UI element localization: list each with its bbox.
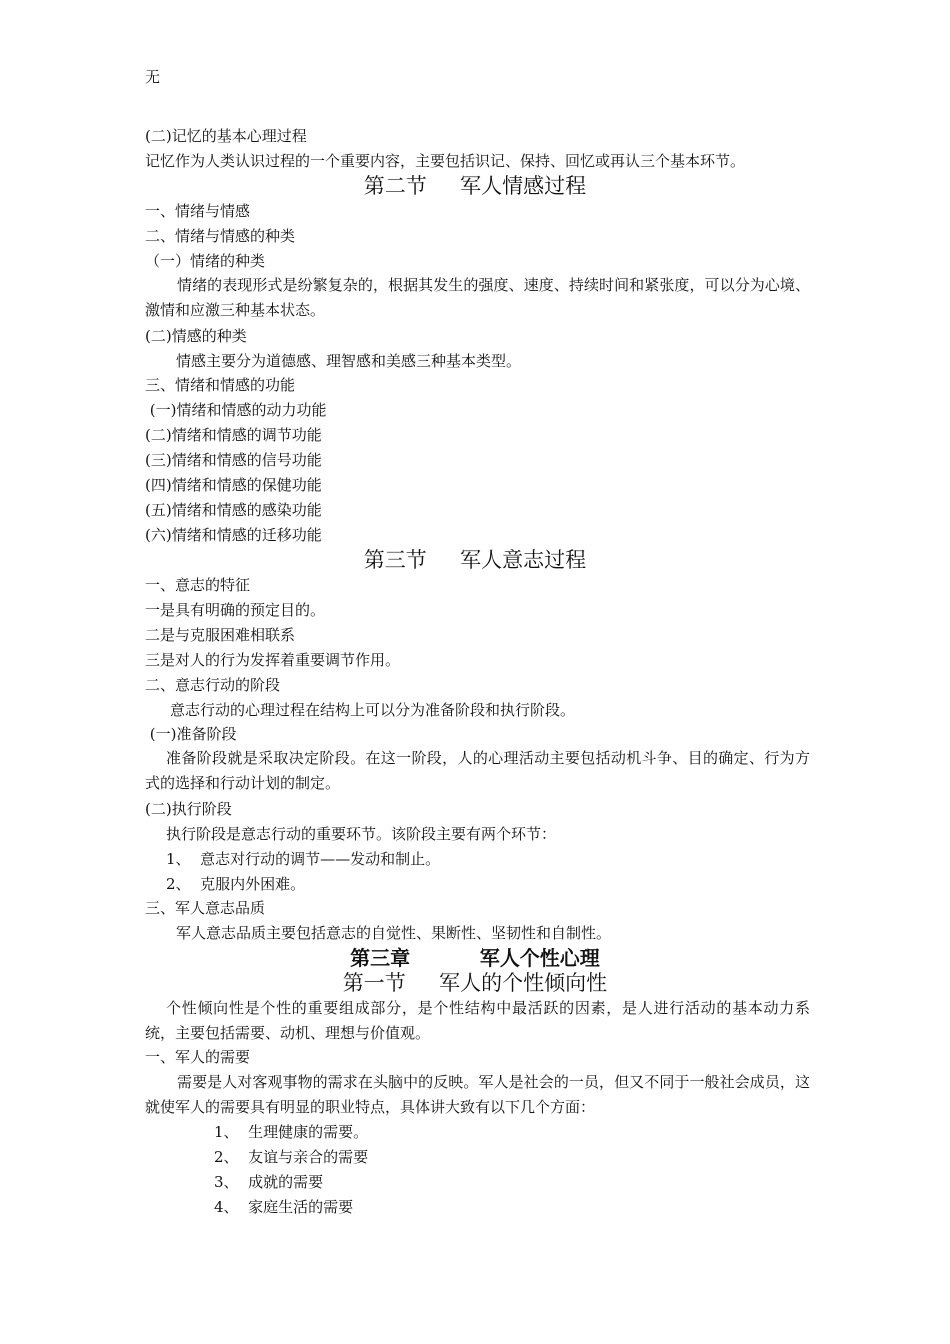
section3-paragraph-1: 意志行动的心理过程在结构上可以分为准备阶段和执行阶段。: [170, 701, 576, 719]
section2-paragraph-1: 情绪的表现形式是纷繁复杂的，根据其发生的强度、速度、持续时间和紧张度，可以分为心境、激情和应激三种基本状态。: [145, 276, 810, 319]
section2-sub-2: (二)情感的种类: [145, 327, 247, 345]
list-item: 1、 意志对行动的调节——发动和制止。: [166, 850, 441, 868]
section2-heading-3: 三、情绪和情感的功能: [145, 376, 296, 394]
function-item: (一)情绪和情感的动力功能: [145, 401, 327, 419]
section2-sub-1: （一）情绪的种类: [145, 252, 266, 270]
feature-item: 三是对人的行为发挥着重要调节作用。: [145, 651, 401, 669]
chapter3-paragraph-2: 需要是人对客观事物的需求在头脑中的反映。军人是社会的一员，但又不同于一般社会成员，这就使军人的需要具有明显的职业特点，具体讲大致有以下几个方面：: [145, 1073, 810, 1116]
chapter-title: 第三章 军人个性心理: [350, 946, 600, 970]
section3-heading-2: 二、意志行动的阶段: [145, 676, 281, 694]
list-item: 2、 克服内外困难。: [166, 875, 306, 893]
section2-title: 第二节 军人情感过程: [363, 174, 587, 198]
function-item: (二)情绪和情感的调节功能: [145, 426, 322, 444]
feature-item: 二是与克服困难相联系: [145, 626, 296, 644]
chapter3-section1-title: 第一节 军人的个性倾向性: [342, 971, 608, 995]
feature-item: 一是具有明确的预定目的。: [145, 601, 326, 619]
function-item: (三)情绪和情感的信号功能: [145, 451, 322, 469]
section3-paragraph-4: 军人意志品质主要包括意志的自觉性、果断性、坚韧性和自制性。: [176, 924, 612, 942]
section3-paragraph-2: 准备阶段就是采取决定阶段。在这一阶段，人的心理活动主要包括动机斗争、目的确定、行为方式的选择和行动计划的制定。: [145, 749, 810, 792]
need-item: 2、 友谊与亲合的需要: [214, 1148, 369, 1166]
section3-paragraph-3: 执行阶段是意志行动的重要环节。该阶段主要有两个环节：: [166, 825, 557, 843]
need-item: 1、 生理健康的需要。: [214, 1123, 369, 1141]
memory-heading: (二)记忆的基本心理过程: [145, 127, 307, 145]
chapter3-heading-1: 一、军人的需要: [145, 1048, 251, 1066]
section3-sub-1: (一)准备阶段: [145, 725, 237, 743]
memory-text: 记忆作为人类认识过程的一个重要内容，主要包括识记、保持、回忆或再认三个基本环节。: [145, 152, 746, 170]
section3-title: 第三节 军人意志过程: [363, 548, 587, 572]
need-item: 3、 成就的需要: [214, 1173, 324, 1191]
section2-heading-1: 一、情绪与情感: [145, 202, 251, 220]
section2-heading-2: 二、情绪与情感的种类: [145, 227, 296, 245]
function-item: (六)情绪和情感的迁移功能: [145, 526, 322, 544]
section3-sub-2: (二)执行阶段: [145, 800, 232, 818]
chapter3-paragraph-1: 个性倾向性是个性的重要组成部分，是个性结构中最活跃的因素，是人进行活动的基本动力系统，主要包括需要、动机、理想与价值观。: [145, 999, 810, 1042]
function-item: (四)情绪和情感的保健功能: [145, 476, 322, 494]
function-item: (五)情绪和情感的感染功能: [145, 501, 322, 519]
need-item: 4、 家庭生活的需要: [214, 1198, 354, 1216]
header-mark: 无: [145, 68, 161, 86]
section2-paragraph-2: 情感主要分为道德感、理智感和美感三种基本类型。: [176, 352, 522, 370]
section3-heading-3: 三、军人意志品质: [145, 899, 266, 917]
section3-heading-1: 一、意志的特征: [145, 576, 251, 594]
